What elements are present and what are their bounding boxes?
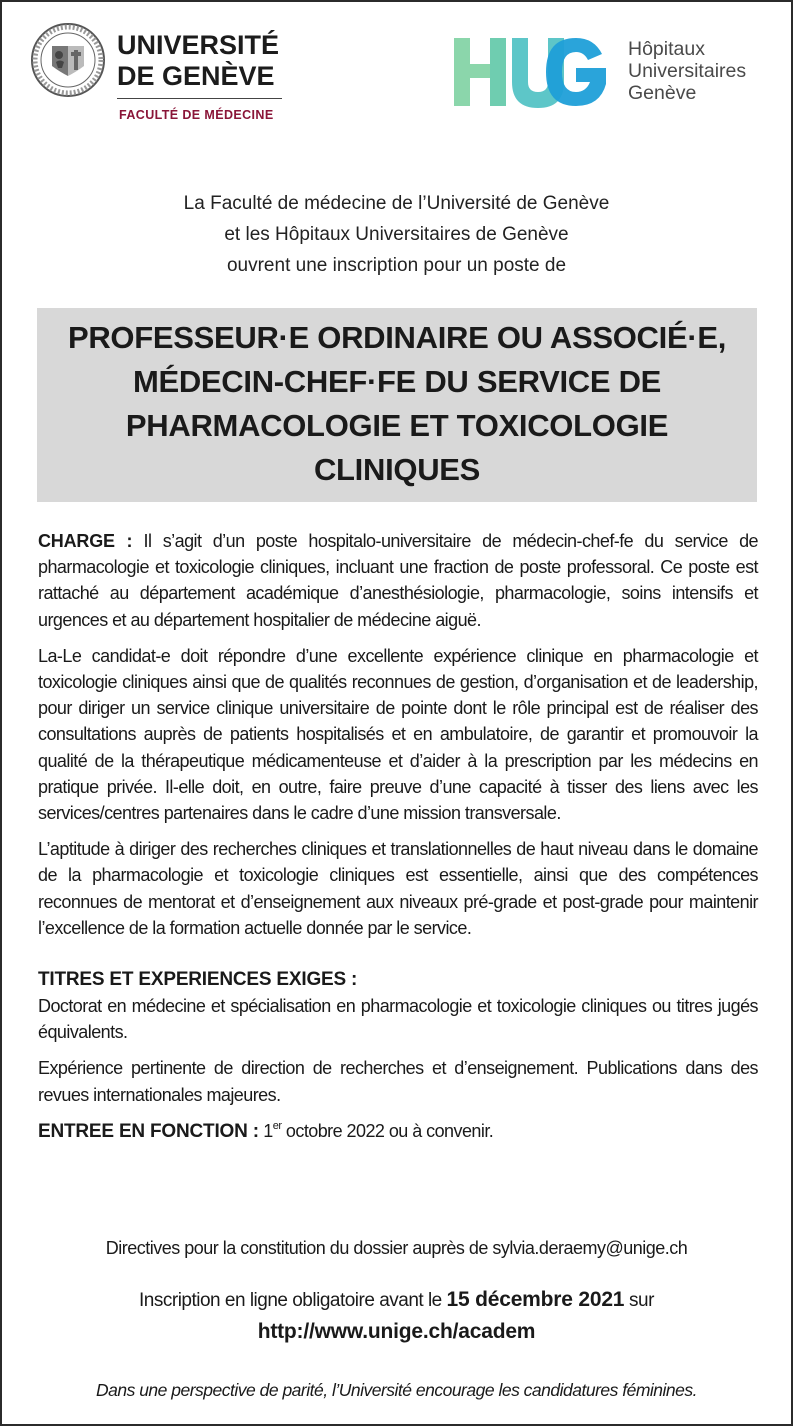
intro-line3: ouvrent une inscription pour un poste de — [226, 255, 567, 276]
position-title-box — [37, 308, 757, 502]
intro-text — [2, 188, 791, 281]
charge-label: CHARGE : — [38, 531, 133, 551]
intro-line2: et les Hôpitaux Universitaires de Genève — [224, 224, 569, 245]
hug-name-line1: Hôpitaux — [628, 38, 705, 60]
title-line3: PHARMACOLOGIE ET TOXICOLOGIE — [125, 408, 669, 443]
unige-name-line2: DE GENÈVE — [117, 61, 275, 91]
inscription-before: Inscription en ligne obligatoire avant le — [139, 1290, 447, 1311]
inscription-line — [2, 1288, 791, 1312]
entree-day: 1 — [258, 1120, 273, 1141]
title-line1: PROFESSEUR·E ORDINAIRE OU ASSOCIÉ·E, — [67, 320, 727, 355]
university-seal-icon — [30, 22, 106, 98]
parity-note: Dans une perspective de parité, l’Université encourage les candidatures féminines. — [95, 1380, 698, 1400]
entree-label: ENTREE EN FONCTION : — [38, 1120, 259, 1142]
hug-logo — [452, 32, 772, 112]
titres-paragraph2: Expérience pertinente de direction de recherches et d’enseignement. Publications dans des revues internationales majeures. — [38, 1058, 758, 1105]
hug-name-line2: Universitaires — [628, 60, 747, 82]
research-paragraph: L’aptitude à diriger des recherches cliniques et translationnelles de haut niveau dans le domaine de la pharmacologie et toxicologie cliniques est essentielle, ainsi que des compétences reconnues de mentorat et d’enseignement aux niveaux pré-grade et post-grade pour maintenir l’excellence de la formation actuelle donnée par le service. — [38, 839, 758, 938]
inscription-date: 15 décembre 2021 — [446, 1288, 625, 1311]
intro-line1: La Faculté de médecine de l’Université de Genève — [183, 193, 610, 214]
entree-sup: er — [272, 1119, 282, 1132]
hug-letters-icon — [452, 32, 612, 110]
unige-divider — [117, 98, 282, 99]
titres-paragraph1: Doctorat en médecine et spécialisation en pharmacologie et toxicologie cliniques ou titres jugés équivalents. — [38, 996, 758, 1043]
unige-name-line1: UNIVERSITÉ — [117, 30, 280, 60]
hug-name-line3: Genève — [628, 82, 697, 104]
application-url[interactable]: http://www.unige.ch/academ — [257, 1320, 536, 1343]
unige-logo — [30, 22, 290, 127]
job-description — [38, 528, 758, 1155]
hug-name — [628, 38, 746, 104]
inscription-after: sur — [624, 1290, 654, 1311]
position-title — [37, 308, 757, 492]
directives-line: Directives pour la constitution du dossier auprès de sylvia.deraemy@unige.ch — [105, 1238, 688, 1258]
charge-paragraph — [38, 528, 758, 633]
candidate-paragraph: La-Le candidat-e doit répondre d’une excellente expérience clinique en pharmacologie et toxicologie cliniques ainsi que de qualités reconnues de gestion, d’organisation et de leadership, pour diriger un service clinique universitaire de pointe dont le rôle principal est de réaliser des consultations auprès de patients hospitalisés et en ambulatoire, de garantir et promouvoir la qualité de la thérapeutique médicamenteuse et d’aider à la prescription par les médecins en pratique privée. Il-elle doit, en outre, faire preuve d’une capacité à tisser des liens avec les services/centres partenaires dans le cadre d’une mission transversale. — [38, 645, 758, 824]
unige-name — [117, 30, 279, 92]
faculty-name: FACULTÉ DE MÉDECINE — [119, 108, 274, 122]
charge-text: Il s’agit d’un poste hospitalo-universitaire de médecin-chef-fe du service de pharmacologie et toxicologie cliniques, incluant une fraction de poste professoral. Ce poste est rattaché au département académique d’anesthésiologie, pharmacologie, soins intensifs et urgences et au département hospitalier de médecine aiguë. — [38, 531, 758, 630]
title-line2: MÉDECIN-CHEF·FE DU SERVICE DE — [132, 364, 662, 399]
titres-heading: TITRES ET EXPERIENCES EXIGES : — [38, 969, 358, 991]
entree-paragraph — [38, 1118, 758, 1145]
title-line4: CLINIQUES — [313, 452, 481, 487]
entree-rest: octobre 2022 ou à convenir. — [281, 1120, 494, 1141]
